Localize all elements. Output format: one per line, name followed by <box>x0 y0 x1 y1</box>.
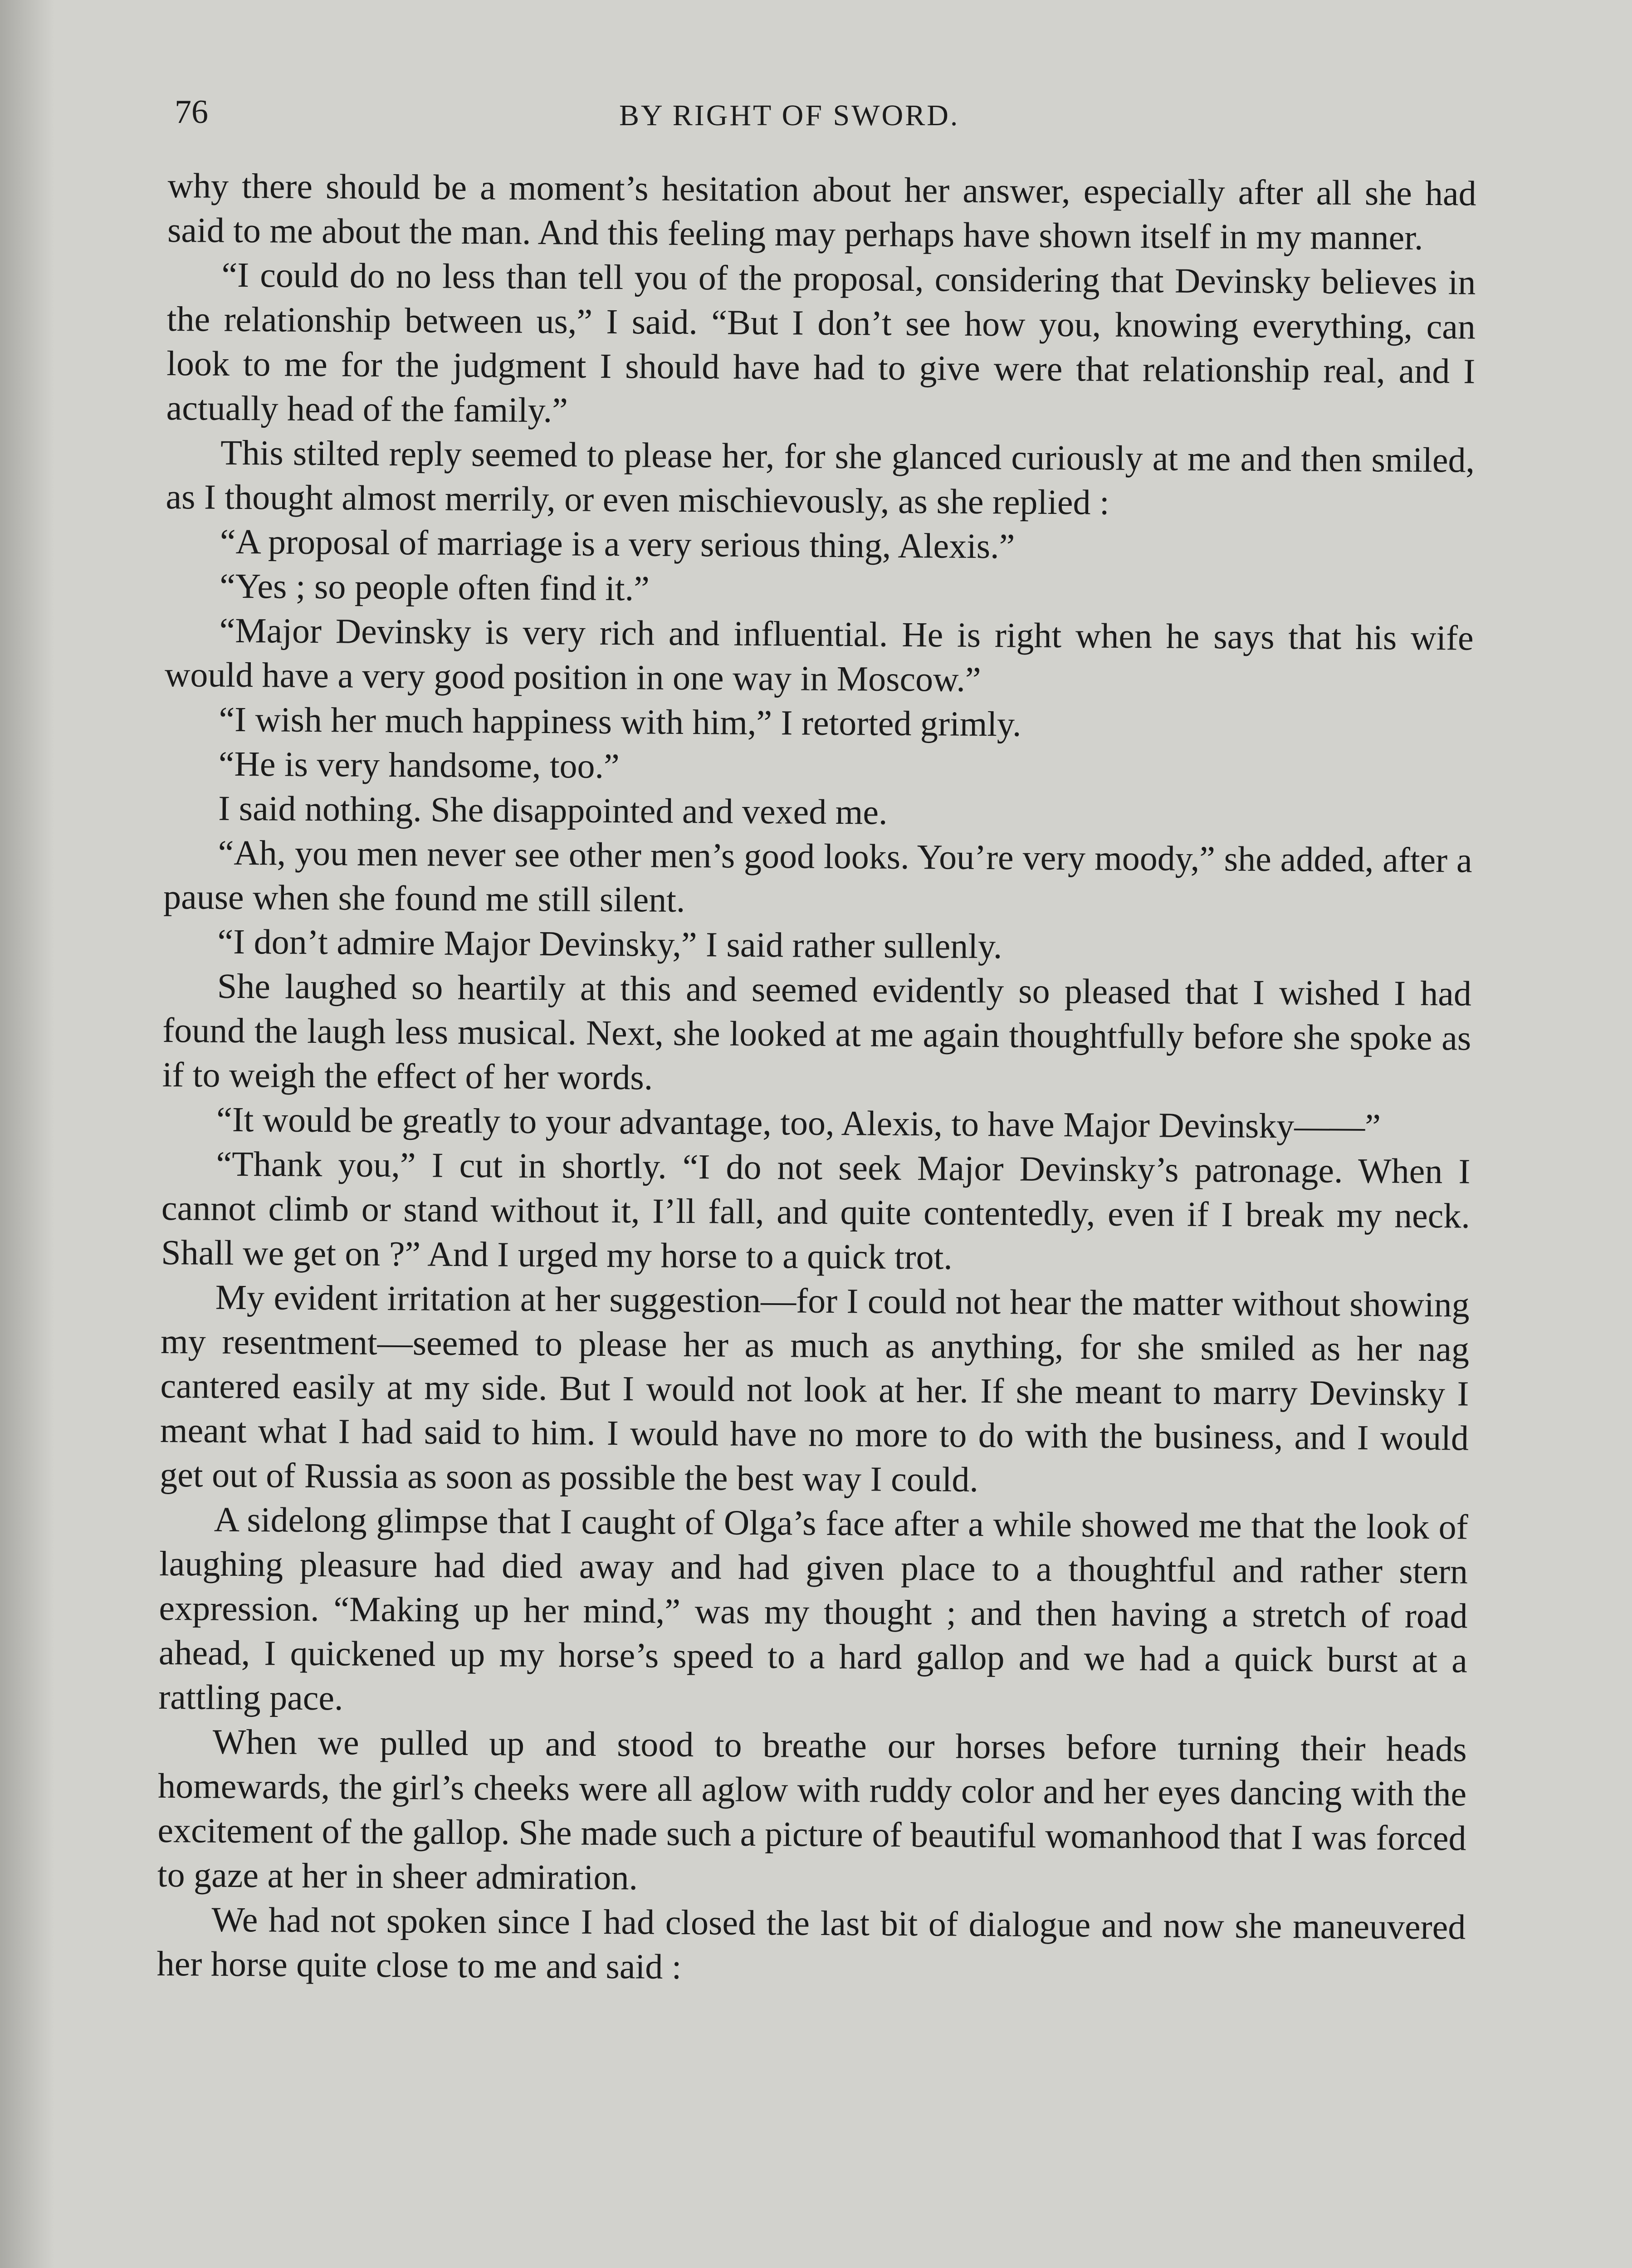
paragraph: We had not spoken since I had closed the last bit of dialogue and now she maneuvered her horse quite close to me and said : <box>156 1899 1466 1986</box>
paragraph: “Yes ; so people often find it.” <box>220 566 650 608</box>
paragraph: “I don’t admire Major Devinsky,” I said rather sullenly. <box>217 921 1002 966</box>
paragraph: “Major Devinsky is very rich and influential. He is right when he says that his wife would have a very good position in one way in Moscow.” <box>164 610 1474 699</box>
paragraph: I said nothing. She disappointed and vexed me. <box>218 788 888 832</box>
paragraph: “Ah, you men never see other men’s good looks. You’re very moody,” she added, after a pause when she found me still silent. <box>163 832 1472 919</box>
paragraph: “I could do no less than tell you of the proposal, considering that Devinsky believes in the relationship between us,” I said. “But I don’t see how you, knowing everything, can look to me for the judgment I should have had to give were that relationship real, and I actually head of the family.” <box>166 254 1476 430</box>
paragraph: “I wish her much happiness with him,” I retorted grimly. <box>219 699 1021 744</box>
paragraph: My evident irritation at her suggestion—for I could not hear the matter without showing my resentment—seemed to please her as much as anything, for she smiled as her nag cantered easily at my side. But I would not look at her. If she meant to marry Devinsky I meant what I had said to him. I would have no more to do with the business, and I would get out of Russia as soon as possible the best way I could. <box>160 1277 1470 1499</box>
paragraph: This stilted reply seemed to please her, for she glanced curiously at me and then smiled, as I thought almost merrily, or even mischievously, as she replied : <box>166 432 1475 522</box>
paragraph: She laughed so heartily at this and seemed evidently so pleased that I wished I had found the laugh less musical. Next, she looked at me again thoughtfully before she spoke as if to weigh the effect of her words. <box>162 966 1472 1097</box>
paragraph: “He is very handsome, too.” <box>218 743 620 786</box>
paragraph: “A proposal of marriage is a very serious thing, Alexis.” <box>220 521 1015 566</box>
paragraph: “Thank you,” I cut in shortly. “I do not seek Major Devinsky’s patronage. When I cannot climb or stand without it, I’ll fall, and quite contentedly, even if I break my neck. Shall we get on ?” And I urged my horse to a quick trot. <box>161 1144 1471 1277</box>
page-header <box>175 93 1483 147</box>
spine-shadow <box>0 0 54 2268</box>
paragraph: When we pulled up and stood to breathe our horses before turning their heads homewards, the girl’s cheeks were all aglow with ruddy color and her eyes dancing with the excitement of the gallop. She made such a picture of beautiful womanhood that I was forced to gaze at her in sheer admiration. <box>157 1721 1467 1897</box>
paragraph: why there should be a moment’s hesitation about her answer, especially after all she had said to me about the man. And this feeling may perhaps have shown itself in my manner. <box>167 165 1476 257</box>
page-number: 76 <box>175 93 208 131</box>
body-text <box>156 163 1476 1994</box>
paragraph: A sidelong glimpse that I caught of Olga’s face after a while showed me that the look of laughing pleasure had died away and had given place to a thoughtful and rather stern expression. “Making up her mind,” was my thought ; and then having a stretch of road ahead, I quickened up my horse’s speed to a hard gallop and we had a quick burst at a rattling pace. <box>158 1499 1468 1718</box>
running-head: BY RIGHT OF SWORD. <box>619 99 960 132</box>
paragraph: “It would be greatly to your advantage, too, Alexis, to have Major Devinsky——” <box>216 1099 1381 1146</box>
